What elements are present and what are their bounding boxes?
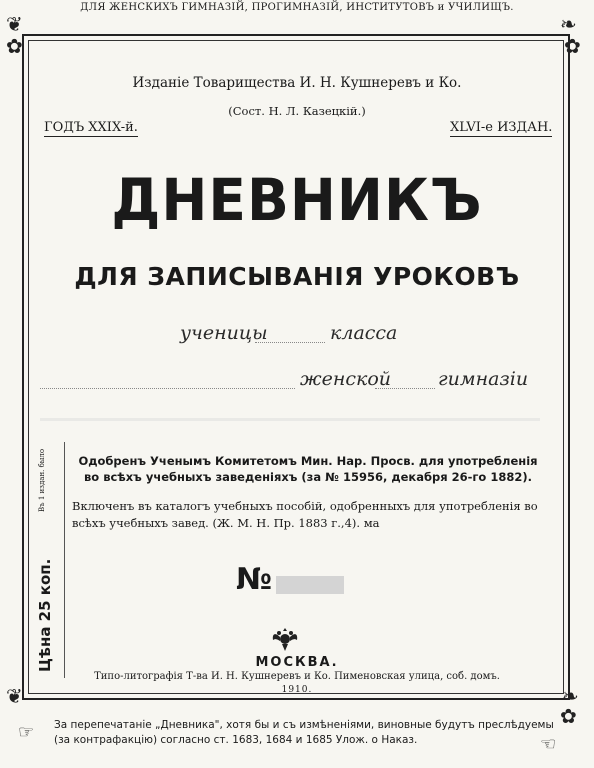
approval-text: Одобренъ Ученымъ Комитетомъ Мин. Нар. Просв. для употребленія во всѣхъ учебныхъ заведеніяхъ (за № 15956, декабря 26-го 1882).: [78, 454, 538, 484]
ornament-top-right-icon: ❧: [560, 12, 577, 36]
ornament-left-icon: ✿: [6, 34, 23, 58]
printer-line: Типо-литографія Т-ва И. Н. Кушнеревъ и Ко. Пименовская улица, соб. домъ.: [94, 671, 500, 682]
ornament-right-icon: ✿: [564, 34, 581, 58]
year-label: ГОДЪ XXIX-й.: [44, 120, 138, 135]
smudge-line: [40, 418, 540, 421]
ornament-top-left-icon: ❦: [6, 12, 23, 36]
price-label: Цѣна 25 коп.: [36, 558, 54, 672]
student-fill-line: [255, 341, 325, 343]
student-field-label: ученицы: [180, 322, 268, 344]
gymnasium-fill-line: [375, 387, 435, 389]
subtitle: ДЛЯ ЗАПИСЫВАНІЯ УРОКОВЪ: [74, 262, 520, 291]
ornament-bottom-left-icon: ❦: [6, 684, 23, 708]
number-blot: [276, 576, 344, 594]
side-divider: [64, 442, 65, 678]
publisher-line: Изданіе Товарищества И. Н. Кушнеревъ и Ко.: [132, 75, 462, 91]
class-field-label: класса: [330, 322, 398, 344]
womens-field-label: женской: [300, 368, 392, 390]
number-field: [236, 562, 344, 597]
pointing-hand-right-icon: ☞: [18, 722, 35, 743]
compiler-line: (Сост. Н. Л. Казецкій.): [228, 104, 366, 118]
reprint-notice: За перепечатаніе „Дневника", хотя бы и съ измѣненіями, виновные будутъ преслѣдуемы (за контрафакцію) согласно ст. 1683, 1684 и 1685 Улож. о Наказ.: [54, 719, 554, 746]
top-header-line: ДЛЯ ЖЕНСКИХЪ ГИМНАЗІЙ, ПРОГИМНАЗІЙ, ИНСТИТУТОВЪ и УЧИЛИЩЪ.: [80, 2, 514, 13]
school-fill-line: [40, 387, 295, 389]
print-year: 1910.: [281, 685, 313, 695]
city-label: МОСКВА.: [255, 655, 339, 670]
main-title: ДНЕВНИКЪ: [111, 166, 483, 234]
gymnasium-field-label: гимназіи: [438, 368, 529, 390]
double-headed-eagle-icon: [270, 624, 300, 654]
pointing-hand-left-icon: ☜: [540, 734, 557, 755]
number-sign: №: [236, 562, 273, 597]
side-note: Въ 1 издан. было: [38, 448, 46, 512]
edition-label: XLVI-е ИЗДАН.: [450, 120, 553, 135]
catalog-text: Включенъ въ каталогъ учебныхъ пособій, одобренныхъ для употребленія во всѣхъ учебныхъ завед. (Ж. М. Н. Пр. 1883 г.,4). ма: [72, 499, 538, 530]
ornament-bottom-right-2-icon: ✿: [560, 704, 577, 728]
ornament-bottom-right-icon: ❧: [562, 684, 579, 708]
